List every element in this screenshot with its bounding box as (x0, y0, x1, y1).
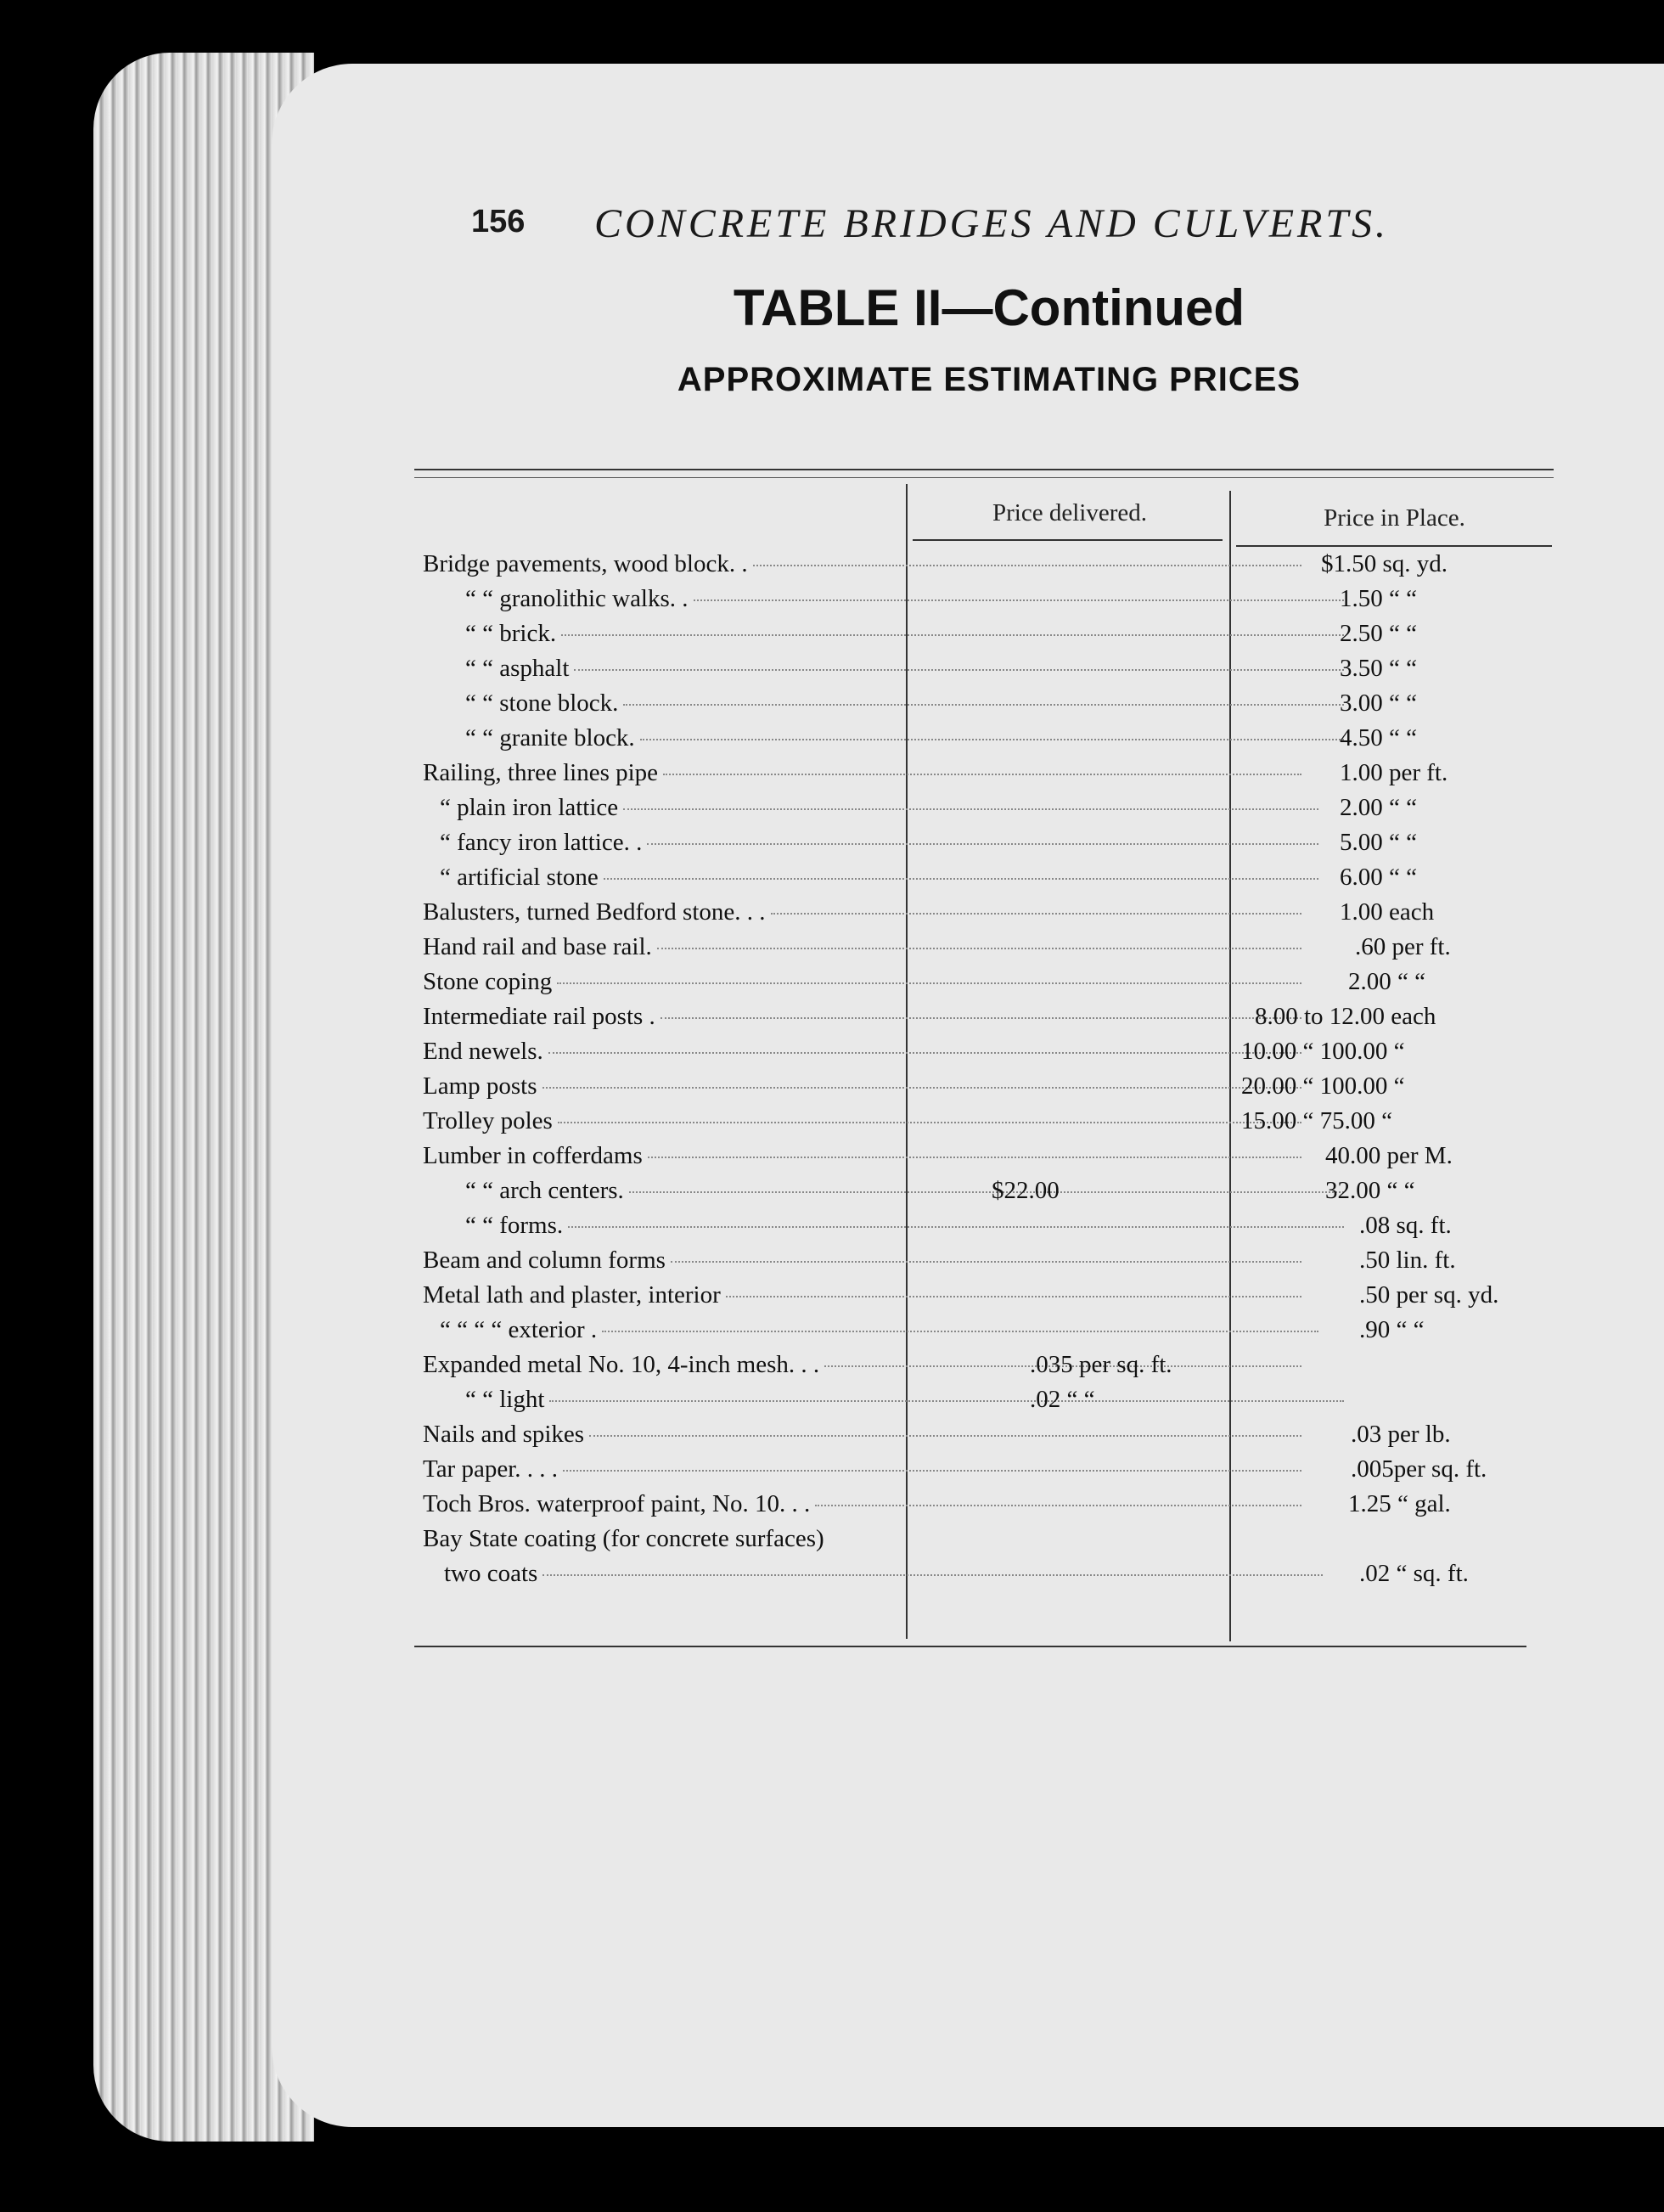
table-row (414, 1247, 1543, 1281)
item-label: Tar paper. . . . (423, 1455, 563, 1483)
table-row (414, 585, 1543, 620)
price-in-place: $1.50 sq. yd. (1321, 550, 1448, 577)
table-row (414, 1560, 1543, 1595)
item-label: “ “ light (465, 1386, 549, 1414)
bottom-rule (414, 1646, 1526, 1647)
item-label: Expanded metal No. 10, 4-inch mesh. . . (423, 1351, 824, 1379)
table-row (414, 550, 1543, 585)
price-in-place: .50 per sq. yd. (1359, 1281, 1499, 1309)
top-rule-1 (414, 469, 1554, 470)
item-label: “ “ asphalt (465, 655, 574, 683)
item-label: Toch Bros. waterproof paint, No. 10. . . (423, 1490, 815, 1518)
item-label: “ “ brick. (465, 620, 561, 648)
table-row (414, 968, 1543, 1003)
price-in-place: .60 per ft. (1355, 933, 1451, 960)
table-row (414, 759, 1543, 794)
table-title: TABLE II—Continued (733, 279, 1245, 336)
price-in-place: 6.00 “ “ (1340, 864, 1417, 891)
item-label: Balusters, turned Bedford stone. . . (423, 898, 771, 926)
running-title: CONCRETE BRIDGES AND CULVERTS. (594, 201, 1390, 246)
price-in-place: 10.00 “ 100.00 “ (1241, 1038, 1405, 1065)
top-rule-2 (414, 477, 1554, 478)
table-row (414, 1177, 1543, 1212)
table-row (414, 1281, 1543, 1316)
table-row (414, 933, 1543, 968)
item-label: “ “ granite block. (465, 724, 640, 752)
item-label: Stone coping (423, 968, 557, 996)
price-in-place: 15.00 “ 75.00 “ (1241, 1107, 1392, 1134)
item-label: Metal lath and plaster, interior (423, 1281, 726, 1309)
table-row (414, 1386, 1543, 1421)
table-row (414, 1421, 1543, 1455)
table-row (414, 1142, 1543, 1177)
table-row (414, 1316, 1543, 1351)
table-row (414, 1490, 1543, 1525)
item-label: Beam and column forms (423, 1247, 671, 1275)
table-row (414, 794, 1543, 829)
item-label: “ “ “ “ exterior . (440, 1316, 602, 1344)
page-number: 156 (471, 204, 526, 239)
item-label: “ “ arch centers. (465, 1177, 629, 1205)
table-row (414, 1107, 1543, 1142)
column-header-price-in-place: Price in Place. (1324, 504, 1465, 532)
price-delivered: .035 per sq. ft. (1030, 1351, 1172, 1378)
item-label: Bay State coating (for concrete surfaces) (423, 1525, 829, 1553)
item-label: Bridge pavements, wood block. . (423, 550, 753, 578)
item-label: Trolley poles (423, 1107, 558, 1135)
price-in-place: 3.50 “ “ (1340, 655, 1417, 682)
price-in-place: 20.00 “ 100.00 “ (1241, 1072, 1405, 1100)
item-label: Nails and spikes (423, 1421, 589, 1449)
table-row (414, 898, 1543, 933)
item-label: “ plain iron lattice (440, 794, 623, 822)
item-label: Hand rail and base rail. (423, 933, 657, 961)
price-in-place: 1.00 per ft. (1340, 759, 1448, 786)
table-row (414, 655, 1543, 689)
price-in-place: .90 “ “ (1359, 1316, 1425, 1343)
table-row (414, 1455, 1543, 1490)
price-in-place: 2.00 “ “ (1348, 968, 1425, 995)
item-label: “ “ stone block. (465, 689, 623, 718)
table-row (414, 1072, 1543, 1107)
price-in-place: 1.25 “ gal. (1348, 1490, 1451, 1517)
price-in-place: .005per sq. ft. (1351, 1455, 1487, 1483)
col-head-underline-in-place (1236, 545, 1552, 547)
price-in-place: 1.00 each (1340, 898, 1435, 926)
table-row (414, 829, 1543, 864)
table-row (414, 1038, 1543, 1072)
price-in-place: 5.00 “ “ (1340, 829, 1417, 856)
price-in-place: 2.00 “ “ (1340, 794, 1417, 821)
item-label: two coats (444, 1560, 542, 1588)
item-label: Railing, three lines pipe (423, 759, 663, 787)
table-row (414, 1212, 1543, 1247)
item-label: End newels. (423, 1038, 548, 1066)
price-in-place: 3.00 “ “ (1340, 689, 1417, 717)
table-row (414, 689, 1543, 724)
table-row (414, 620, 1543, 655)
item-label: Lamp posts (423, 1072, 542, 1100)
price-in-place: 8.00 to 12.00 each (1255, 1003, 1436, 1030)
price-delivered: .02 “ “ (1030, 1386, 1095, 1413)
price-in-place: .08 sq. ft. (1359, 1212, 1452, 1239)
item-label: Intermediate rail posts . (423, 1003, 661, 1031)
price-in-place: 4.50 “ “ (1340, 724, 1417, 751)
table-row (414, 864, 1543, 898)
price-in-place: 32.00 “ “ (1325, 1177, 1415, 1204)
item-label: “ “ granolithic walks. . (465, 585, 694, 613)
table-subtitle: APPROXIMATE ESTIMATING PRICES (677, 361, 1301, 398)
table-row (414, 1003, 1543, 1038)
column-header-price-delivered: Price delivered. (992, 499, 1147, 526)
table-row (414, 1351, 1543, 1386)
table-row (414, 724, 1543, 759)
price-in-place: 40.00 per M. (1325, 1142, 1453, 1169)
price-in-place: 1.50 “ “ (1340, 585, 1417, 612)
price-delivered: $22.00 (992, 1177, 1060, 1204)
item-label: “ artificial stone (440, 864, 604, 892)
page-header (471, 200, 1422, 260)
price-in-place: .50 lin. ft. (1359, 1247, 1456, 1274)
item-label: Lumber in cofferdams (423, 1142, 648, 1170)
item-label: “ “ forms. (465, 1212, 568, 1240)
col-head-underline-delivered (913, 539, 1223, 541)
price-in-place: .03 per lb. (1351, 1421, 1451, 1448)
price-in-place: 2.50 “ “ (1340, 620, 1417, 647)
table-row (414, 1525, 1543, 1560)
item-label: “ fancy iron lattice. . (440, 829, 647, 857)
price-in-place: .02 “ sq. ft. (1359, 1560, 1469, 1587)
